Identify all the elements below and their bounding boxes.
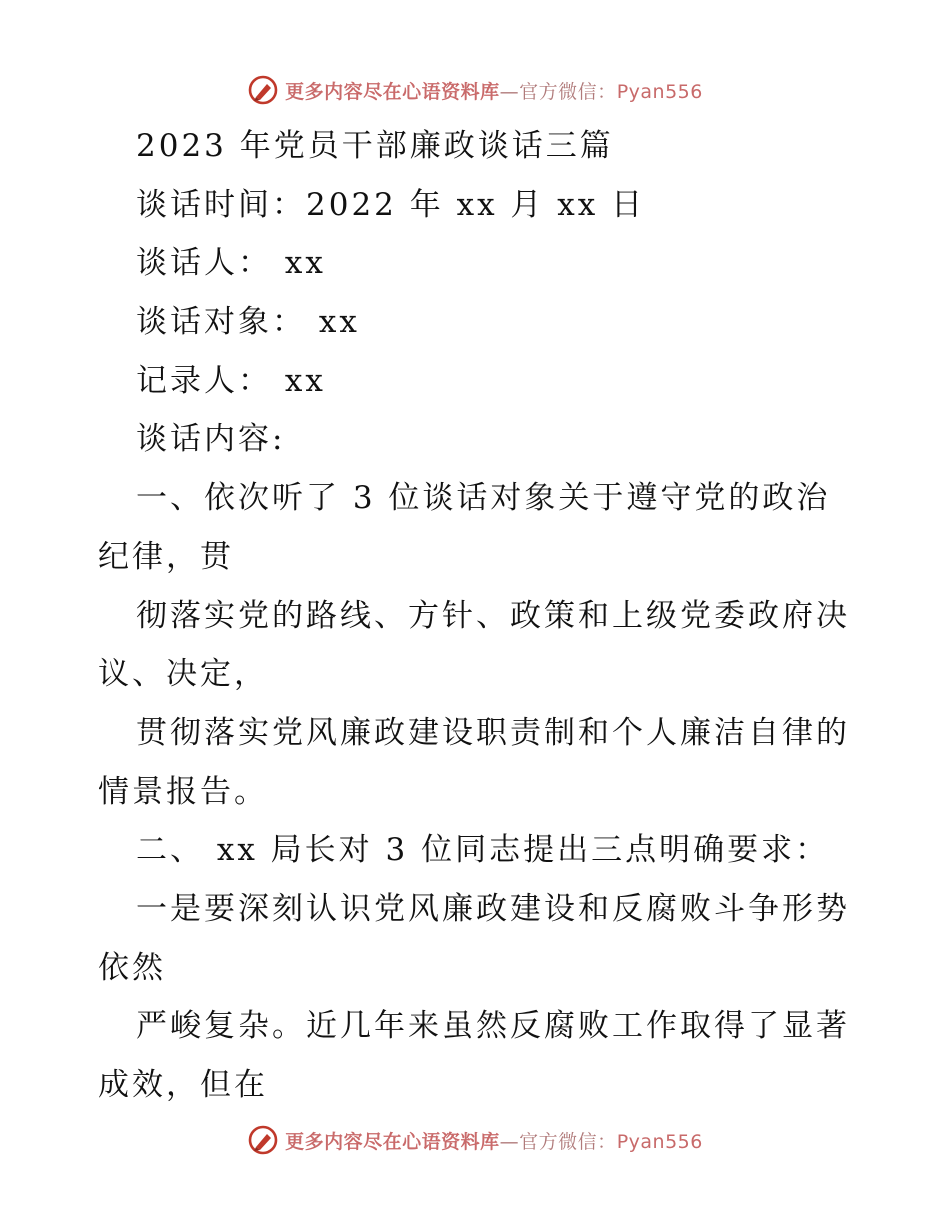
paragraph-line: 一、依次听了 3 位谈话对象关于遵守党的政治 <box>136 480 831 517</box>
paragraph-line: 彻落实党的路线、方针、政策和上级党委政府决 <box>136 597 850 634</box>
paragraph-line: 情景报告。 <box>98 773 268 810</box>
watermark-text <box>285 77 703 104</box>
watermark-main: 更多内容尽在心语资料库 <box>285 1130 500 1153</box>
speaker: 谈话人： xx <box>136 245 326 282</box>
paragraph-line: 二、 xx 局长对 3 位同志提出三点明确要求： <box>136 832 830 869</box>
footer-watermark <box>0 1122 950 1158</box>
pen-logo-icon <box>247 1124 279 1156</box>
paragraph-line: 贯彻落实党风廉政建设职责制和个人廉洁自律的 <box>136 714 850 751</box>
watermark-separator: — <box>499 1130 520 1153</box>
watermark-wechat-id: Pyan556 <box>616 1130 703 1153</box>
paragraph-line: 纪律，贯 <box>98 538 234 575</box>
header-watermark <box>0 72 950 108</box>
recorder: 记录人： xx <box>136 362 326 399</box>
paragraph-line: 依然 <box>98 949 166 986</box>
interviewee: 谈话对象： xx <box>136 304 360 341</box>
watermark-main: 更多内容尽在心语资料库 <box>285 80 500 103</box>
document-title: 2023 年党员干部廉政谈话三篇 <box>136 128 614 164</box>
watermark-wechat-id: Pyan556 <box>616 80 703 103</box>
paragraph-line: 议、决定， <box>98 656 268 693</box>
watermark-separator: — <box>499 80 520 103</box>
watermark-wechat-label: 官方微信： <box>519 1130 617 1153</box>
paragraph-line: 一是要深刻认识党风廉政建设和反腐败斗争形势 <box>136 890 850 927</box>
pen-logo-icon <box>247 74 279 106</box>
meeting-time: 谈话时间：2022 年 xx 月 xx 日 <box>136 186 646 223</box>
paragraph-line: 成效，但在 <box>98 1067 268 1103</box>
watermark-text <box>285 1127 703 1154</box>
content-label: 谈话内容: <box>136 421 286 458</box>
document-body <box>98 117 858 1115</box>
paragraph-line: 严峻复杂。近几年来虽然反腐败工作取得了显著 <box>136 1008 850 1045</box>
watermark-wechat-label: 官方微信： <box>519 80 617 103</box>
